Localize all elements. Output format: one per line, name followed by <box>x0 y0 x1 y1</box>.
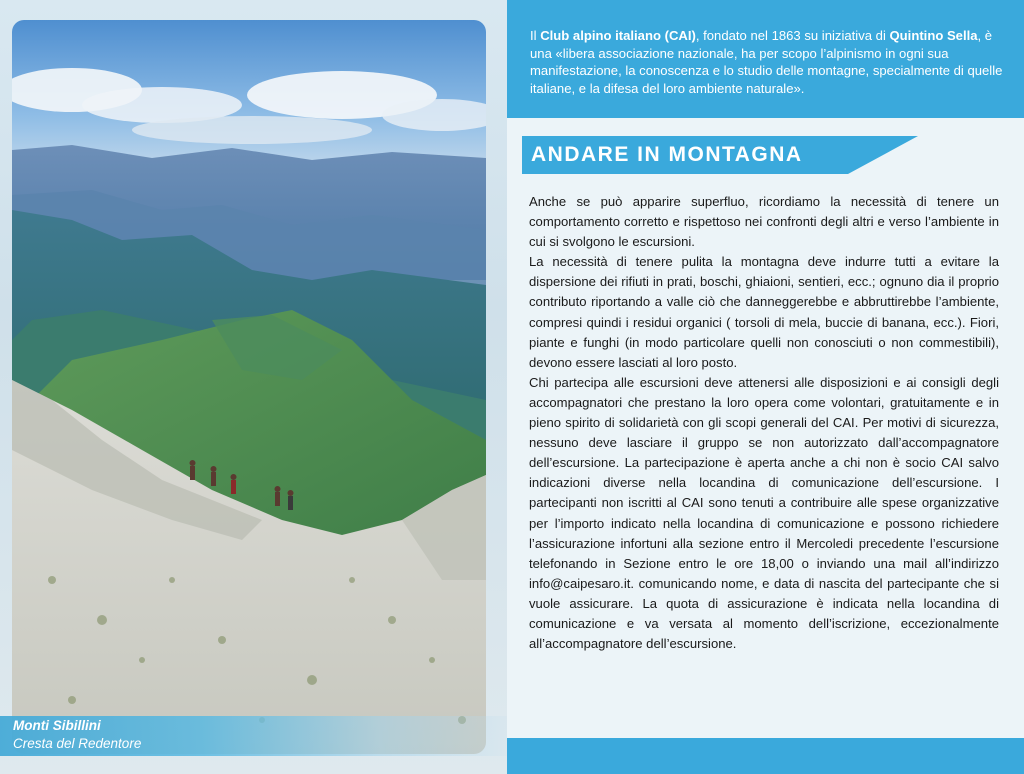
bottom-strip <box>507 738 1024 774</box>
intro-bold-cai: Club alpino italiano (CAI) <box>540 28 696 43</box>
caption-subtitle: Cresta del Redentore <box>13 736 142 751</box>
body-text <box>529 192 999 654</box>
section-title: ANDARE IN MONTAGNA <box>531 143 803 166</box>
caption-title: Monti Sibillini <box>13 718 101 733</box>
intro-part3: , è una «libera associazione nazionale, ha per scopo l’alpinismo in ogni sua manifestazione, la conoscenza e lo studio delle montagne, specialmente di quelle italiane, e la difesa del loro ambiente naturale». <box>530 28 1003 96</box>
text-panel <box>507 0 1024 774</box>
mountain-landscape-image <box>12 20 486 754</box>
photo-caption <box>0 716 507 756</box>
photo-panel <box>0 0 507 774</box>
intro-text <box>530 27 1004 97</box>
body-paragraph: Chi partecipa alle escursioni deve attenersi alle disposizioni e ai consigli degli accompagnatori che prestano la loro opera come volontari, gratuitamente e in pieno spirito di solidarietà con gli scopi generali del CAI. Per motivi di sicurezza, nessuno deve lasciare il gruppo se non autorizzato dall’accompagnatore dell’escursione. La partecipazione è aperta anche a chi non è socio CAI salvo indicazioni diverse nella locandina di comunicazione dell’escursione. I partecipanti non iscritti al CAI sono tenuti a contribuire alle spese organizzative per l’importo indicato nella locandina di comunicazione e possono richiedere l’assicurazione infortuni alla sezione entro il Mercoledi precedente l’escursione telefonando in Sezione entro le ore 18,00 o inviando una mail all’indirizzo info@caipesaro.it. comunicando nome, e data di nascita del partecipante che si vuole assicurare. La quota di assicurazione è indicata nella locandina di comunicazione e va versata al momento dell’iscrizione, eccezionalmente all’accompagnatore dell’escursione. <box>529 374 999 652</box>
mountain-photo <box>12 20 486 754</box>
intro-box <box>507 0 1024 118</box>
intro-part2: , fondato nel 1863 su iniziativa di <box>695 28 890 43</box>
body-paragraph: La necessità di tenere pulita la montagna deve indurre tutti a evitare la dispersione dei rifiuti in prati, boschi, ghiaioni, sentieri, ecc.; ognuno dia il proprio contributo riportando a valle ciò che danneggerebbe e abbruttirebbe l’ambiente, compresi quindi i residui organici ( torsoli di mela, buccie di banana, ecc.). Fiori, piante e funghi (in modo particolare quelli non conosciuti o non commestibili), devono essere lasciati al loro posto. <box>529 254 999 370</box>
intro-part1: Il <box>530 28 541 43</box>
intro-bold-sella: Quintino Sella <box>889 28 978 43</box>
body-paragraph: Anche se può apparire superfluo, ricordiamo la necessità di tenere un comportamento corretto e rispettoso nei confronti degli altri e verso l’ambiente in cui si svolgono le escursioni. <box>529 194 999 250</box>
section-banner <box>522 136 918 174</box>
